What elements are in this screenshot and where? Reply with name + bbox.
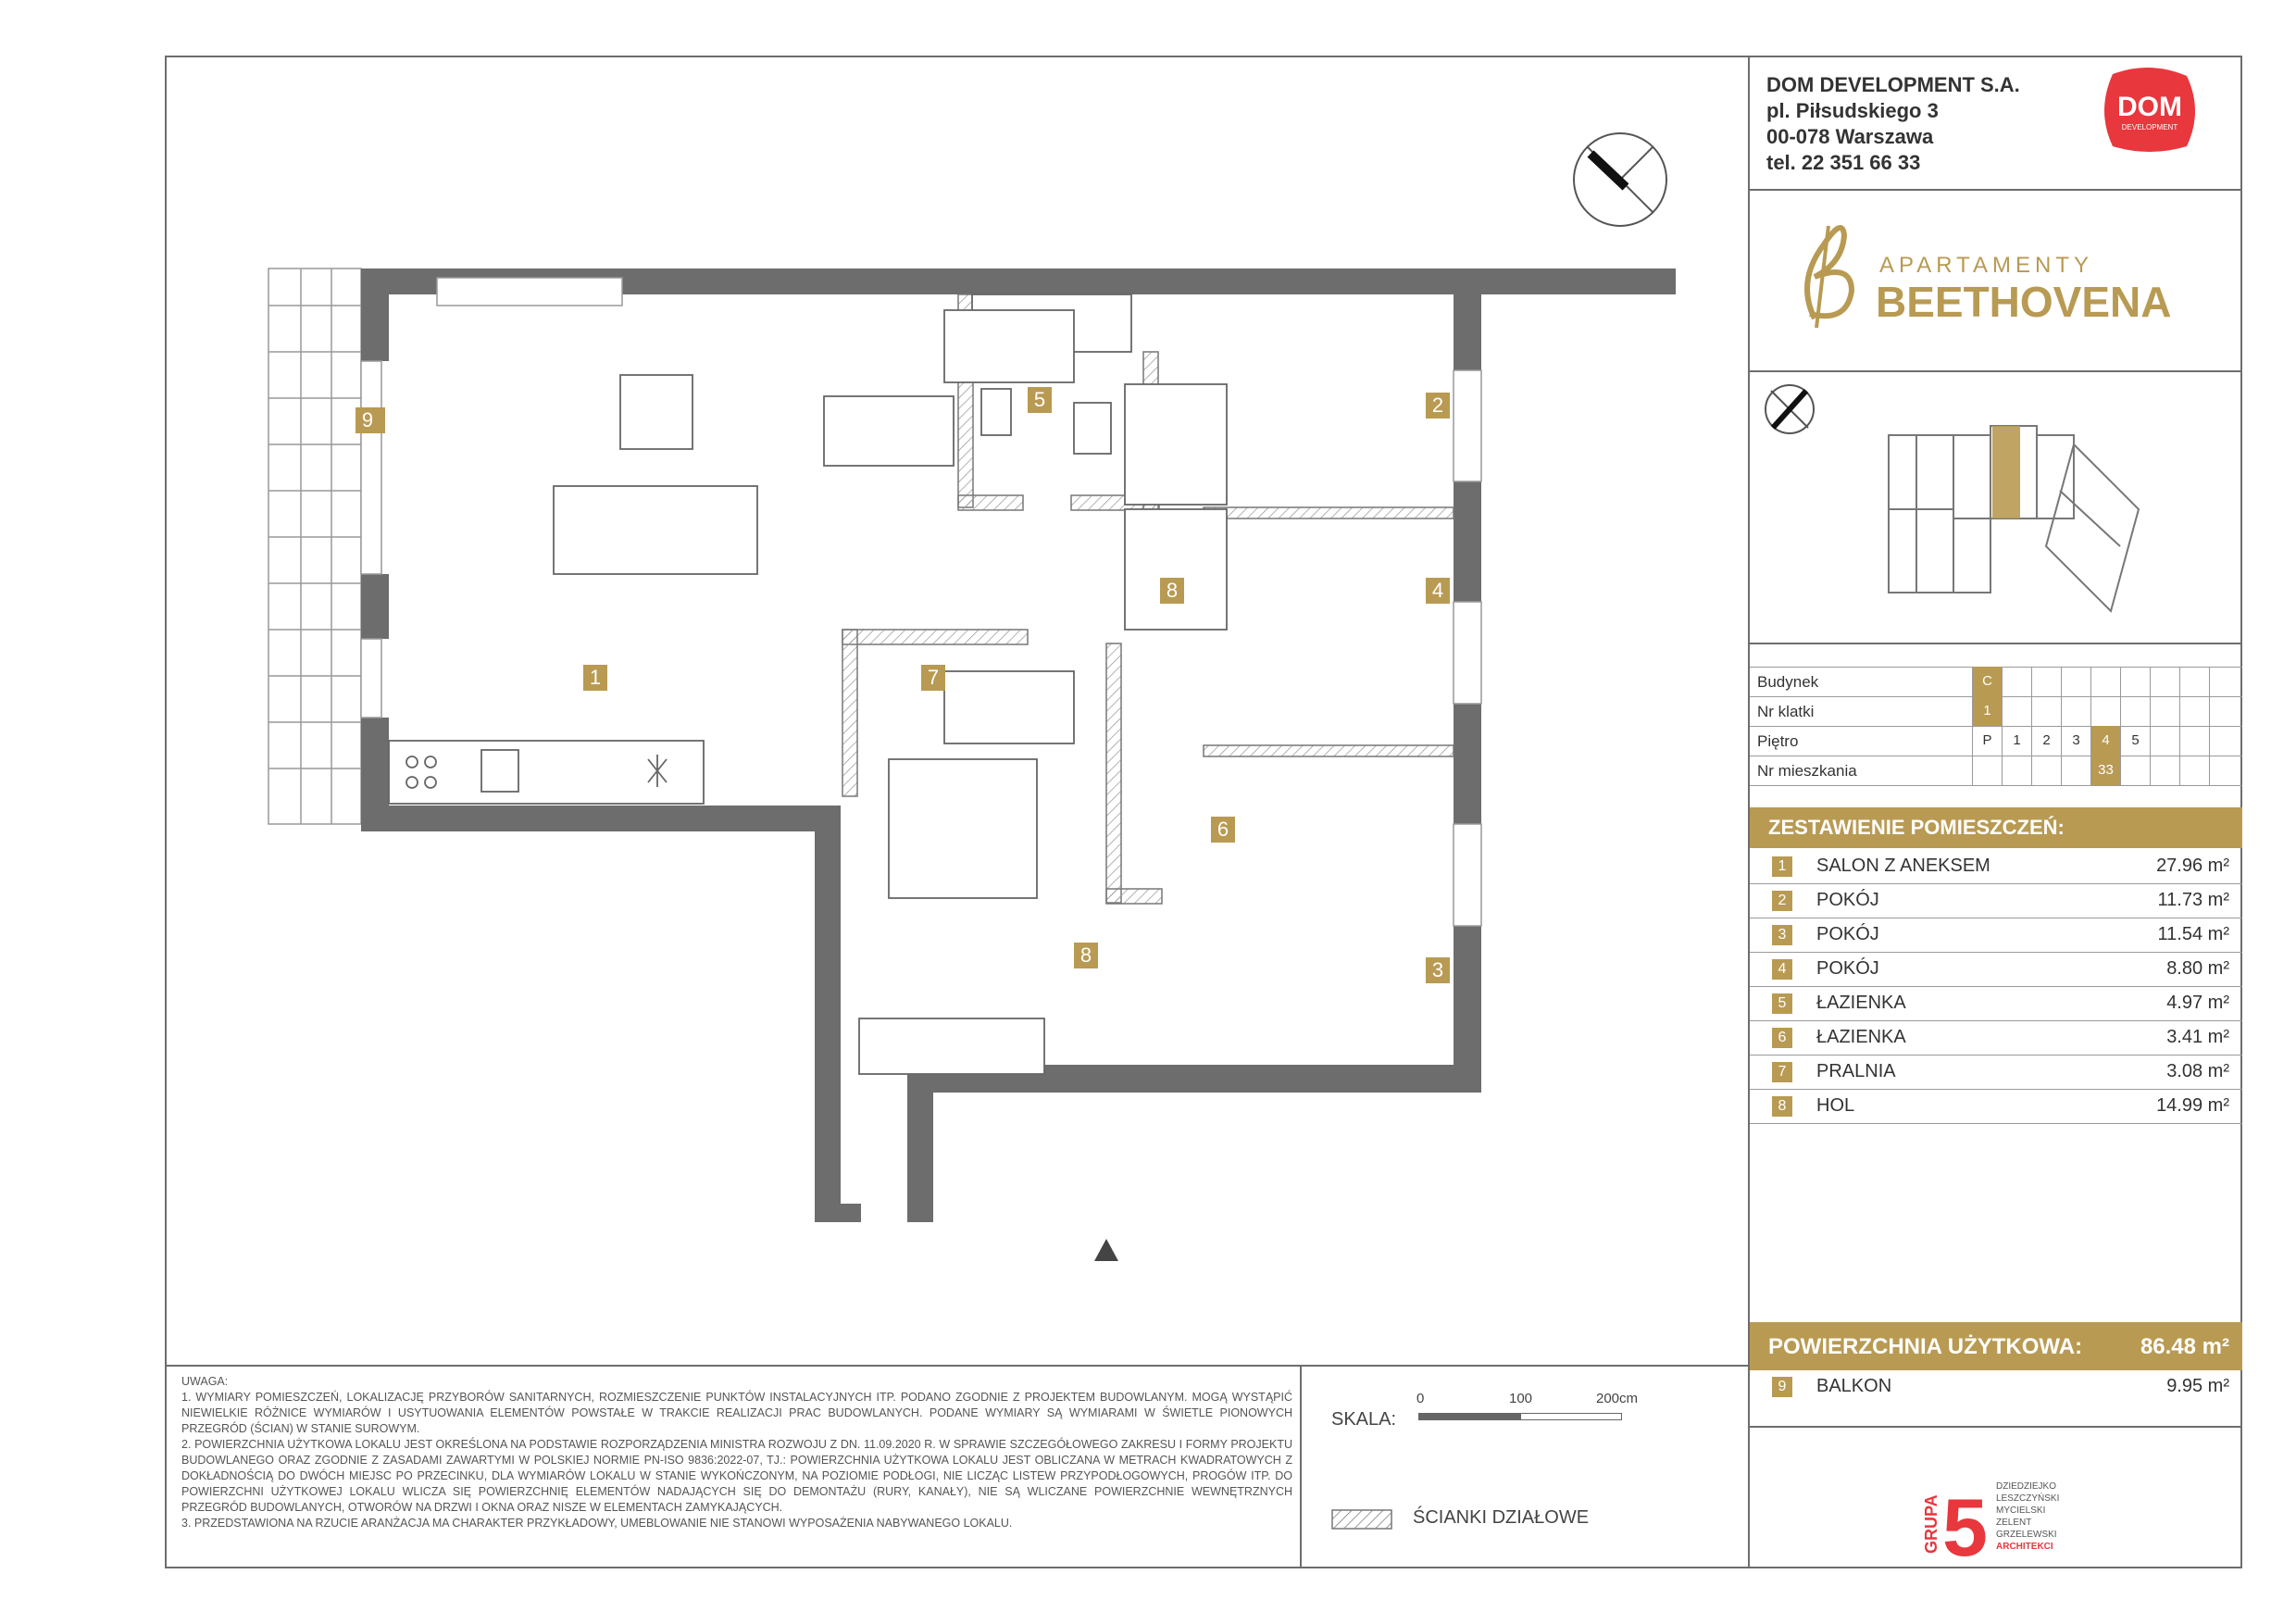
balcony-name: BALKON: [1816, 1376, 1892, 1396]
room-row: [1750, 918, 2242, 952]
room-name: POKÓJ: [1816, 958, 1879, 979]
room-area: 4.97 m²: [2166, 993, 2229, 1013]
floor-label: Piętro: [1757, 732, 1799, 750]
info-apartment: [1750, 756, 2242, 785]
beethovena-logo: [1787, 207, 2203, 346]
grupa5-logo: [1916, 1478, 2102, 1561]
panel-sep-1: [1748, 189, 2242, 191]
keyplan-highlight: [1992, 426, 2020, 518]
room-num: 4: [1772, 959, 1792, 980]
plan-label-5: 5: [1028, 387, 1052, 413]
plan-label-3: 3: [1426, 957, 1450, 983]
room-name: PRALNIA: [1816, 1061, 1896, 1081]
company-phone: tel. 22 351 66 33: [1766, 151, 1921, 174]
north-compass-icon: [1570, 130, 1670, 230]
legend-label: ŚCIANKI DZIAŁOWE: [1413, 1507, 1590, 1528]
room-area: 3.08 m²: [2166, 1061, 2229, 1081]
scale-bar: [1328, 1389, 1735, 1454]
notes-title: UWAGA:: [181, 1375, 229, 1388]
room-row: [1750, 1021, 2242, 1055]
room-num: 1: [1772, 856, 1792, 877]
staircase-value: 1: [1972, 696, 2002, 726]
dom-logo-text: DOM: [2117, 92, 2182, 122]
room-name: ŁAZIENKA: [1816, 993, 1906, 1013]
balcony-row: [1750, 1370, 2242, 1404]
panel-sep-3: [1748, 643, 2242, 644]
brand-main: BEETHOVENA: [1876, 278, 2172, 326]
room-row: [1750, 1090, 2242, 1123]
notes: [181, 1374, 1292, 1531]
apartment-value: 33: [2090, 756, 2120, 785]
floor-cell: 1: [2002, 726, 2031, 756]
floor-cell: 5: [2120, 726, 2150, 756]
total-label: POWIERZCHNIA UŻYTKOWA:: [1768, 1334, 2083, 1359]
scale-tick-100: 100: [1509, 1391, 1533, 1406]
floor-cell: 3: [2061, 726, 2090, 756]
room-num: 3: [1772, 925, 1792, 945]
partition-hatch-icon: [1331, 1509, 1392, 1530]
scale-tick-200: 200cm: [1596, 1391, 1639, 1406]
room-area: 27.96 m²: [2156, 856, 2229, 876]
table: [620, 375, 693, 449]
info-floor: [1750, 726, 2242, 756]
legend: [1328, 1500, 1735, 1537]
building-value: C: [1972, 667, 2002, 696]
room-area: 14.99 m²: [2156, 1095, 2229, 1116]
dining-table: [824, 396, 954, 466]
balcony-num: 9: [1772, 1377, 1792, 1397]
entrance-arrow-icon: [1092, 1237, 1120, 1263]
floor-cell: 2: [2031, 726, 2061, 756]
floor-plan: [259, 259, 1676, 1278]
bed-room-2: [944, 310, 1074, 382]
balcony-area: 9.95 m²: [2166, 1376, 2229, 1396]
room-name: ŁAZIENKA: [1816, 1027, 1906, 1047]
grupa-digit: 5: [1942, 1481, 1988, 1561]
bed-room-3: [889, 759, 1037, 898]
grupa-name-2: LESZCZYŃSKI: [1996, 1493, 2060, 1504]
grupa-name-3: MYCIELSKI: [1996, 1505, 2046, 1516]
company-address-1: pl. Piłsudskiego 3: [1766, 99, 1939, 122]
room-area: 11.73 m²: [2157, 890, 2229, 910]
note-1: 1. WYMIARY POMIESZCZEŃ, LOKALIZACJĘ PRZYBORÓW SANITARNYCH, ROZMIESZCZENIE PUNKTÓW INSTALACYJNYCH ITP. PODANO ZGODNIE Z PROJEKTEM BUDOWLANYM. MOGĄ WYSTĄPIĆ NIEWIELKIE RÓŻNICE WYMIARÓW I USYTUOWANIA ELEMENTÓW POWSTAŁE W TRAKCIE REALIZACJI PRAC BUDOWLANYCH. PODANE WYMIARY SĄ WYMIARAMI W ŚWIETLE PIONOWYCH PRZEGRÓD (ŚCIAN) W STANIE SUROWYM.: [181, 1391, 1292, 1435]
dom-logo-sub: DEVELOPMENT: [2121, 123, 2178, 131]
grupa-name-1: DZIEDZIEJKO: [1996, 1481, 2057, 1492]
room-num: 5: [1772, 993, 1792, 1014]
dom-development-logo: [2094, 65, 2205, 157]
note-3: 3. PRZEDSTAWIONA NA RZUCIE ARANŻACJA MA CHARAKTER PRZYKŁADOWY, UMEBLOWANIE NIE STANOWI WYPOSAŻENIA NABYWANEGO LOKALU.: [181, 1517, 1013, 1530]
notes-divider: [1300, 1365, 1302, 1568]
brand-top: APARTAMENTY: [1879, 253, 2094, 278]
sink-5: [981, 389, 1011, 435]
grupa-name-5: GRZELEWSKI: [1996, 1530, 2057, 1540]
building-label: Budynek: [1757, 673, 1819, 691]
company-name: DOM DEVELOPMENT S.A.: [1766, 73, 2020, 96]
grupa-name-6: ARCHITEKCI: [1996, 1542, 2053, 1552]
room-area: 11.54 m²: [2157, 924, 2229, 944]
room-num: 8: [1772, 1096, 1792, 1117]
room-name: POKÓJ: [1816, 890, 1879, 910]
room-area: 3.41 m²: [2166, 1027, 2229, 1047]
room-row: [1750, 850, 2242, 883]
scale-tick-0: 0: [1416, 1391, 1425, 1406]
desk-room-4: [1125, 509, 1227, 630]
bed-room-4: [944, 671, 1074, 743]
room-row: [1750, 953, 2242, 986]
apartment-label: Nr mieszkania: [1757, 762, 1857, 780]
total-value: 86.48 m²: [2140, 1334, 2229, 1359]
key-plan: [1861, 407, 2166, 620]
room-row: [1750, 884, 2242, 918]
plan-label-4: 4: [1426, 578, 1450, 604]
room-name: SALON Z ANEKSEM: [1816, 856, 1990, 876]
room-name: HOL: [1816, 1095, 1855, 1116]
staircase-label: Nr klatki: [1757, 703, 1815, 720]
plan-label-1: 1: [583, 665, 607, 691]
plan-label-9: 9: [356, 407, 380, 433]
room-num: 7: [1772, 1062, 1792, 1082]
panel-sep-4: [1748, 1426, 2242, 1428]
kitchen-counter: [389, 741, 704, 804]
plan-label-6: 6: [1211, 817, 1235, 843]
room-num: 2: [1772, 891, 1792, 911]
plan-label-7: 7: [921, 665, 945, 691]
rooms-header-text: ZESTAWIENIE POMIESZCZEŃ:: [1768, 816, 2065, 839]
toilet-5: [1074, 403, 1111, 454]
room-area: 8.80 m²: [2166, 958, 2229, 979]
room-name: POKÓJ: [1816, 924, 1879, 944]
total-area: [1750, 1322, 2242, 1370]
room-row: [1750, 1056, 2242, 1089]
room-row: [1750, 987, 2242, 1020]
plan-label-8-upper: 8: [1160, 578, 1184, 604]
notes-sep: [165, 1365, 1750, 1367]
floor-cell: P: [1972, 726, 2002, 756]
panel-sep-2: [1748, 370, 2242, 372]
plan-label-2: 2: [1426, 393, 1450, 418]
grupa-name-4: ZELENT: [1996, 1518, 2032, 1528]
sofa: [554, 486, 757, 574]
grupa-word: GRUPA: [1922, 1494, 1940, 1554]
info-building: [1750, 667, 2242, 696]
info-staircase: [1750, 696, 2242, 726]
plan-label-8-lower: 8: [1074, 943, 1098, 968]
balcony-area-drawing: [268, 269, 361, 824]
rooms-header: [1750, 807, 2242, 848]
company-address-2: 00-078 Warszawa: [1766, 125, 1934, 148]
desk-room-2: [1125, 384, 1227, 505]
scale-label: SKALA:: [1331, 1409, 1397, 1430]
room-num: 6: [1772, 1028, 1792, 1048]
note-2: 2. POWIERZCHNIA UŻYTKOWA LOKALU JEST OKREŚLONA NA PODSTAWIE ROZPORZĄDZENIA MINISTRA ROZWOJU Z DN. 11.09.2020 R. W SPRAWIE SZCZEGÓŁOWEGO ZAKRESU I FORMY PROJEKTU BUDOWLANEGO ORAZ ZGODNIE Z ZASADAMI ZAWARTYMI W POLSKIEJ NORMIE PN-ISO 9836:2022-07, TJ.: POWIERZCHNIA UŻYTKOWA LOKALU JEST OBLICZANA W METRACH KWADRATOWYCH Z DOKŁADNOŚCIĄ DO DWÓCH MIEJSC PO PRZECINKU, DLA WYMIARÓW LOKALU W STANIE WYKOŃCZONYM, NA POZIOMIE PODŁOGI, NIE LICZĄC LISTEW PRZYPODŁOGOWYCH, PROGÓW ITP. DO POWIERZCHNI UŻYTKOWEJ LOKALU WLICZA SIĘ POWIERZCHNIĘ ELEMENTÓW NADAJĄCYCH SIĘ DO DEMONTAŻU (RURY, KANAŁY), NIE SĄ WLICZANE POWIERZCHNIE WEWNĘTRZNYCH PRZEGRÓD BUDOWLANYCH, OTWORÓW NA DRZWI I OKNA ORAZ NISZE W ELEMENTACH ZAMYKAJĄCYCH.: [181, 1438, 1292, 1514]
wardrobe-3: [859, 1018, 1044, 1074]
floor-cell-current: 4: [2090, 726, 2120, 756]
company-info: [1766, 72, 2020, 176]
